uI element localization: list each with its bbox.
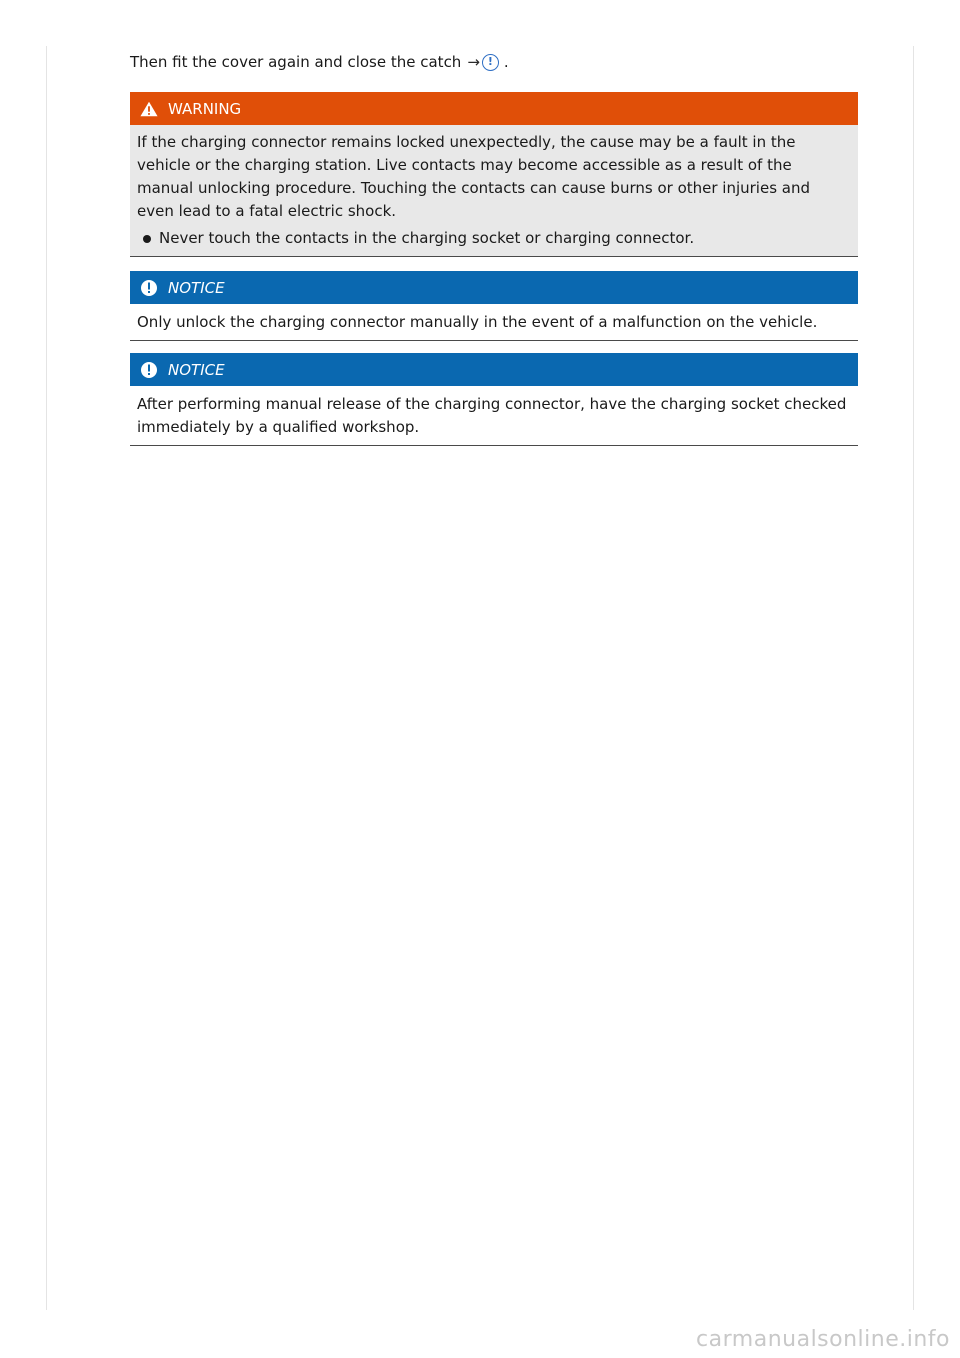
warning-bullet-text: Never touch the contacts in the charging socket or charging connector.	[159, 229, 695, 247]
warning-title: WARNING	[168, 99, 242, 118]
notice-box	[130, 353, 858, 446]
left-margin-rule	[46, 46, 47, 1310]
notice-body	[130, 304, 858, 341]
warning-header	[130, 92, 858, 125]
notice-reference-icon[interactable]: !	[482, 54, 499, 71]
page-content	[130, 48, 858, 446]
notice-header	[130, 353, 858, 386]
notice-body	[130, 386, 858, 446]
notice-text: After performing manual release of the charging connector, have the charging socket checked immediately by a qualified workshop.	[137, 395, 847, 436]
intro-period: .	[503, 53, 509, 71]
warning-box	[130, 92, 858, 257]
intro-text: Then fit the cover again and close the catch	[130, 53, 462, 71]
notice-title: NOTICE	[168, 278, 225, 297]
warning-bullet	[137, 227, 850, 252]
bullet-dot-icon	[143, 235, 151, 243]
right-margin-rule	[913, 46, 914, 1310]
warning-body	[130, 125, 858, 257]
watermark: carmanualsonline.info	[696, 1327, 950, 1352]
notice-exclamation-icon	[140, 279, 158, 297]
notice-exclamation-icon	[140, 361, 158, 379]
notice-title: NOTICE	[168, 360, 225, 379]
arrow-right-icon: →	[467, 53, 480, 71]
intro-line	[130, 48, 858, 76]
warning-text: If the charging connector remains locked unexpectedly, the cause may be a fault in the vehicle or the charging station. Live contacts may become accessible as a result of the manual unlocking procedure. Touching the contacts can cause burns or other injuries and even lead to a fatal electric shock.	[137, 133, 811, 220]
notice-box	[130, 271, 858, 341]
notice-header	[130, 271, 858, 304]
warning-triangle-icon	[140, 100, 158, 118]
notice-text: Only unlock the charging connector manually in the event of a malfunction on the vehicle.	[137, 313, 818, 331]
